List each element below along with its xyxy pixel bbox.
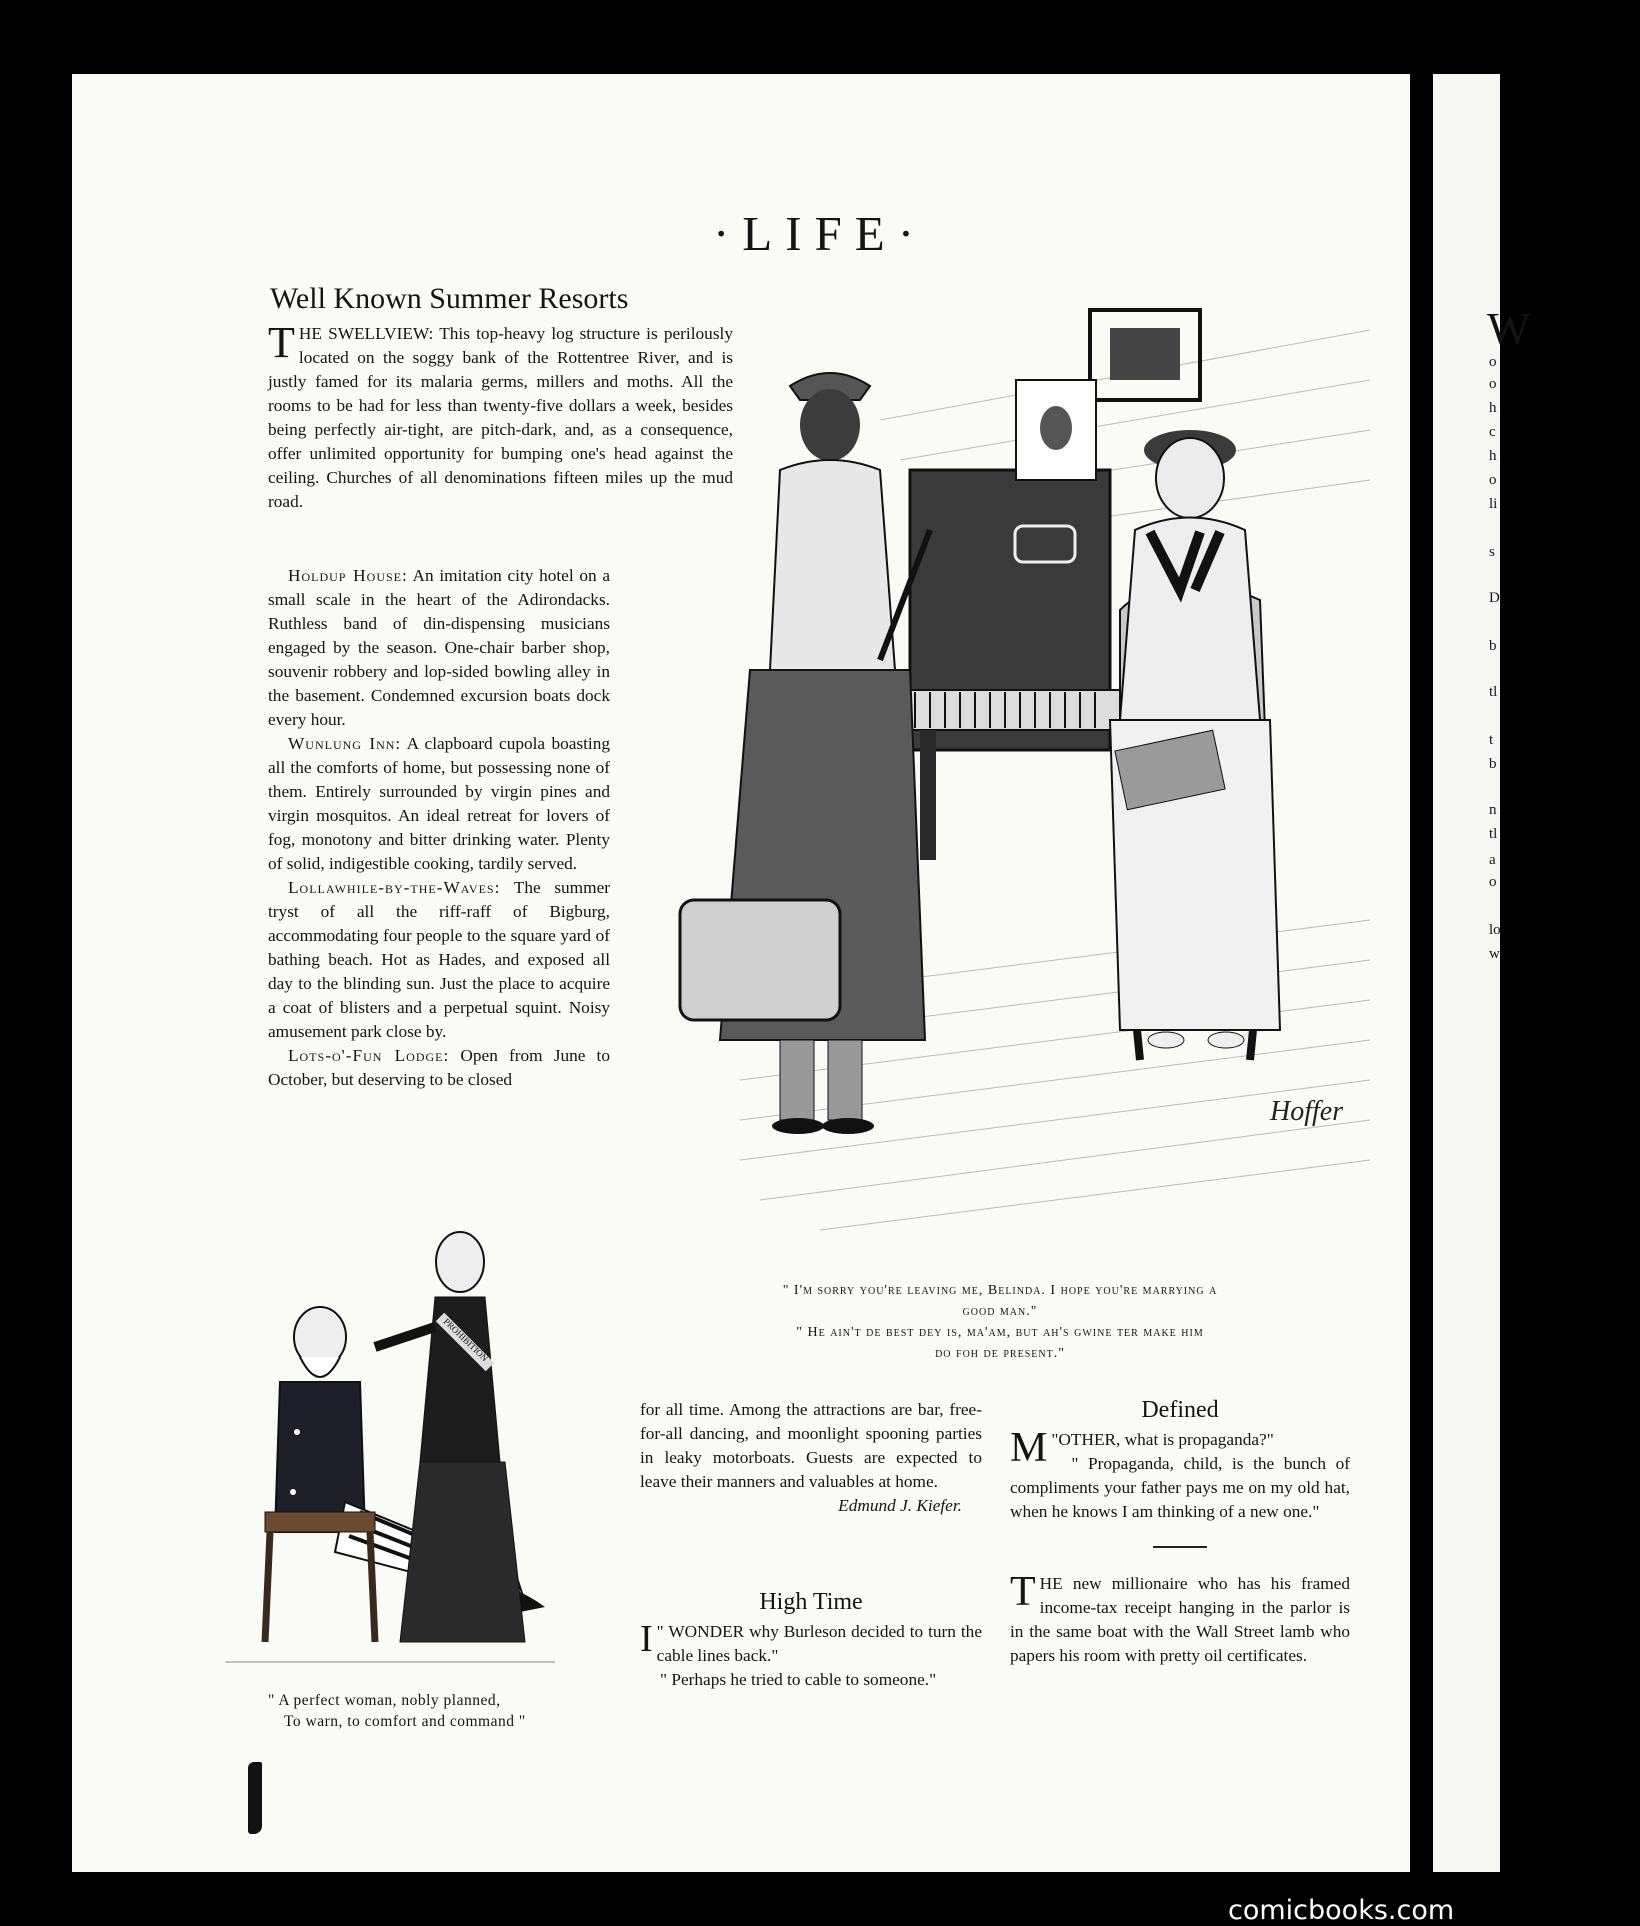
right-page-fragment: o [1489, 376, 1497, 392]
resort-name-holdup: Holdup House: [288, 566, 408, 585]
summer-resorts-continued [640, 1398, 982, 1518]
defined-answer: " Propaganda, child, is the bunch of compliments your father pays me on my old hat, when he knows I am thinking of a new one." [1010, 1454, 1350, 1521]
resort-lollawhile-text: The summer tryst of all the riff-raff of Bigburg, accommodating four people to the square yard of bathing beach. Hot as Hades, and exposed all day to the blinding sun. Just the place to acquire a coat of blisters and a perpetual squint. Noisy amusement park close by. [268, 878, 610, 1041]
high-time-article [640, 1590, 982, 1692]
right-page-fragment: o [1489, 472, 1497, 488]
caption-line-4: do foh de present." [935, 1346, 1065, 1361]
right-page-fragment: D [1489, 590, 1500, 606]
caption-line-1: " I'm sorry you're leaving me, Belinda. I hope you're marrying a [782, 1283, 1218, 1298]
article-title-summer-resorts: Well Known Summer Resorts [270, 282, 629, 315]
right-page-fragment: o [1489, 354, 1497, 370]
section-rule [1153, 1546, 1207, 1548]
right-page-fragment: s [1489, 544, 1495, 560]
right-page-fragment: o [1489, 874, 1497, 890]
poem-line-1: " A perfect woman, nobly planned, [268, 1692, 501, 1709]
right-page-fragment: li [1489, 496, 1498, 512]
resort-name-lollawhile: Lollawhile-by-the-Waves: [288, 878, 501, 897]
drop-cap: M [1010, 1425, 1048, 1471]
ink-blot [248, 1762, 262, 1834]
watermark: comicbooks.com [1228, 1895, 1455, 1926]
figure-seated-woman [1110, 430, 1280, 1060]
wall-picture [1110, 328, 1180, 380]
right-page-fragment: b [1489, 756, 1497, 772]
main-illustration-caption [675, 1280, 1325, 1364]
defined-question: OTHER, what is propaganda?" [1058, 1430, 1274, 1449]
right-page-initial: W [1487, 303, 1531, 354]
right-page-fragment: tl [1489, 826, 1498, 842]
masthead: ·LIFE· [712, 206, 928, 261]
resort-lotsofun-continued: for all time. Among the attractions are bar, free-for-all dancing, and moonlight spooning parties in leaky motorboats. Guests are expected to leave their manners and valuables at home. [640, 1400, 982, 1491]
high-time-question: WONDER why Burleson decided to turn the cable lines back." [656, 1622, 982, 1665]
right-page-fragment: lo [1489, 922, 1501, 938]
artist-signature: Hoffer [1270, 1096, 1344, 1127]
drop-cap: T [1010, 1569, 1036, 1615]
drop-cap: I [640, 1618, 653, 1660]
right-page-fragment: n [1489, 802, 1497, 818]
summer-resorts-column [268, 318, 733, 514]
sash-label: PROHIBITION [441, 1316, 490, 1364]
drop-cap: T [268, 318, 295, 367]
suitcase [680, 900, 840, 1020]
resort-name-lotsofun: Lots-o'-Fun Lodge: [288, 1046, 450, 1065]
resort-wunlung-text: A clapboard cupola boasting all the comforts of home, but possessing none of them. Entirely surrounded by virgin pines and virgin mosquitos. An ideal retreat for lovers of fog, monotony and bitter drinking water. Plenty of solid, indigestible cooking, tardily served. [268, 734, 611, 873]
defined-article [1010, 1398, 1350, 1668]
millionaire-squib: HE new millionaire who has his framed income-tax receipt hanging in the parlor is in the same boat with the Wall Street lamb who papers his room with pretty oil certificates. [1010, 1574, 1350, 1665]
caption-line-2: good man." [962, 1304, 1038, 1319]
resort-holdup-text: An imitation city hotel on a small scale in the heart of the Adirondacks. Ruthless band of din-dispensing musicians engaged by the season. One-chair barber shop, souvenir robbery and lop-sided bowling alley in the basement. Condemned excursion boats dock every hour. [268, 566, 610, 729]
resort-name-wunlung: Wunlung Inn: [288, 734, 402, 753]
figure-prohibition-woman [375, 1232, 525, 1642]
right-page-fragment: h [1489, 448, 1497, 464]
open-quote: " [656, 1622, 664, 1641]
main-illustration [680, 300, 1390, 1260]
high-time-answer: " Perhaps he tried to cable to someone." [660, 1670, 937, 1689]
right-page-fragment: tl [1489, 684, 1498, 700]
right-page-edge [1433, 74, 1531, 1872]
prohibition-illustration [225, 1222, 640, 1682]
open-quote: " [1051, 1430, 1059, 1449]
right-page-fragment: a [1489, 852, 1496, 868]
right-page-fragment: h [1489, 400, 1497, 416]
caption-line-3: " He ain't de best dey is, ma'am, but ah's gwine ter make him [796, 1325, 1204, 1340]
right-page-fragment: c [1489, 424, 1496, 440]
right-page-fragment: t [1489, 732, 1494, 748]
right-page-fragment: b [1489, 638, 1497, 654]
resort-swellview: HE SWELLVIEW: This top-heavy log structure is perilously located on the soggy bank of the Rottentree River, and is justly famed for its malaria germs, millers and moths. All the rooms to be had for less than twenty-five dollars a week, besides being perfectly air-tight, are pitch-dark, and, as a consequence, offer unlimited opportunity for bumping one's head against the ceiling. Churches of all denominations fifteen miles up the mud road. [268, 324, 733, 511]
prohibition-caption [268, 1690, 618, 1732]
resort-lotsofun-text: Open from June to October, but deserving to be closed [268, 1046, 610, 1089]
article-title-defined: Defined [1141, 1397, 1219, 1423]
right-page-fragment: w [1489, 946, 1500, 962]
byline-kiefer: Edmund J. Kiefer. [838, 1496, 962, 1515]
chair [265, 1512, 375, 1532]
summer-resorts-column-narrow [268, 564, 610, 1092]
poem-line-2: To warn, to comfort and command " [284, 1713, 526, 1730]
figure-standing-maid [680, 373, 930, 1134]
article-title-high-time: High Time [759, 1589, 863, 1615]
